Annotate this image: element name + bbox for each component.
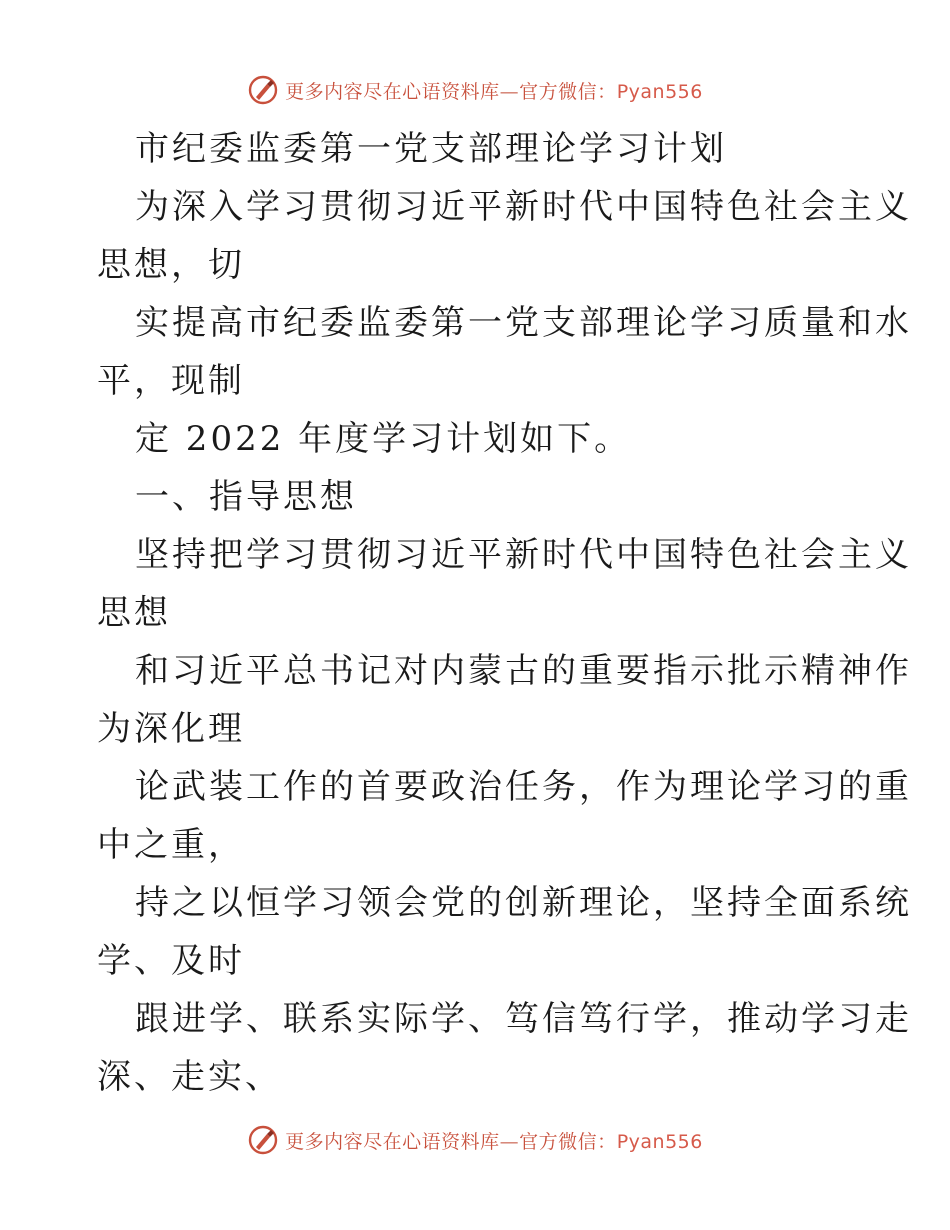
doc-line: 思想 bbox=[97, 593, 171, 633]
watermark-footer bbox=[0, 1120, 950, 1160]
doc-line: 为深化理 bbox=[97, 709, 245, 749]
pen-logo-icon bbox=[247, 1124, 279, 1156]
doc-line: 平，现制 bbox=[97, 361, 245, 401]
doc-line: 深、走实、 bbox=[97, 1057, 282, 1097]
watermark-separator: — bbox=[499, 80, 520, 103]
doc-line: 定 2022 年度学习计划如下。 bbox=[135, 419, 632, 459]
doc-line: 市纪委监委第一党支部理论学习计划 bbox=[135, 129, 727, 169]
doc-line: 持之以恒学习领会党的创新理论，坚持全面系统 bbox=[135, 883, 912, 923]
watermark-wechat-id: Pyan556 bbox=[616, 1130, 703, 1153]
watermark-separator: — bbox=[499, 1130, 520, 1153]
doc-line: 中之重， bbox=[97, 825, 245, 865]
doc-line: 为深入学习贯彻习近平新时代中国特色社会主义 bbox=[135, 187, 912, 227]
watermark-wechat-id: Pyan556 bbox=[616, 80, 703, 103]
watermark-main: 更多内容尽在心语资料库 bbox=[285, 80, 500, 103]
doc-line: 学、及时 bbox=[97, 941, 245, 981]
doc-line: 实提高市纪委监委第一党支部理论学习质量和水 bbox=[135, 303, 912, 343]
doc-line: 跟进学、联系实际学、笃信笃行学，推动学习走 bbox=[135, 999, 912, 1039]
watermark-header bbox=[0, 70, 950, 110]
watermark-wechat-label: 官方微信： bbox=[519, 1130, 617, 1153]
watermark-text bbox=[285, 77, 703, 104]
doc-line: 坚持把学习贯彻习近平新时代中国特色社会主义 bbox=[135, 535, 912, 575]
watermark-text bbox=[285, 1127, 703, 1154]
doc-line: 思想，切 bbox=[97, 245, 245, 285]
document-body bbox=[97, 120, 912, 1106]
pen-logo-icon bbox=[247, 74, 279, 106]
doc-line: 论武装工作的首要政治任务，作为理论学习的重 bbox=[135, 767, 912, 807]
watermark-main: 更多内容尽在心语资料库 bbox=[285, 1130, 500, 1153]
doc-line: 一、指导思想 bbox=[135, 477, 357, 517]
watermark-wechat-label: 官方微信： bbox=[519, 80, 617, 103]
doc-line: 和习近平总书记对内蒙古的重要指示批示精神作 bbox=[135, 651, 912, 691]
